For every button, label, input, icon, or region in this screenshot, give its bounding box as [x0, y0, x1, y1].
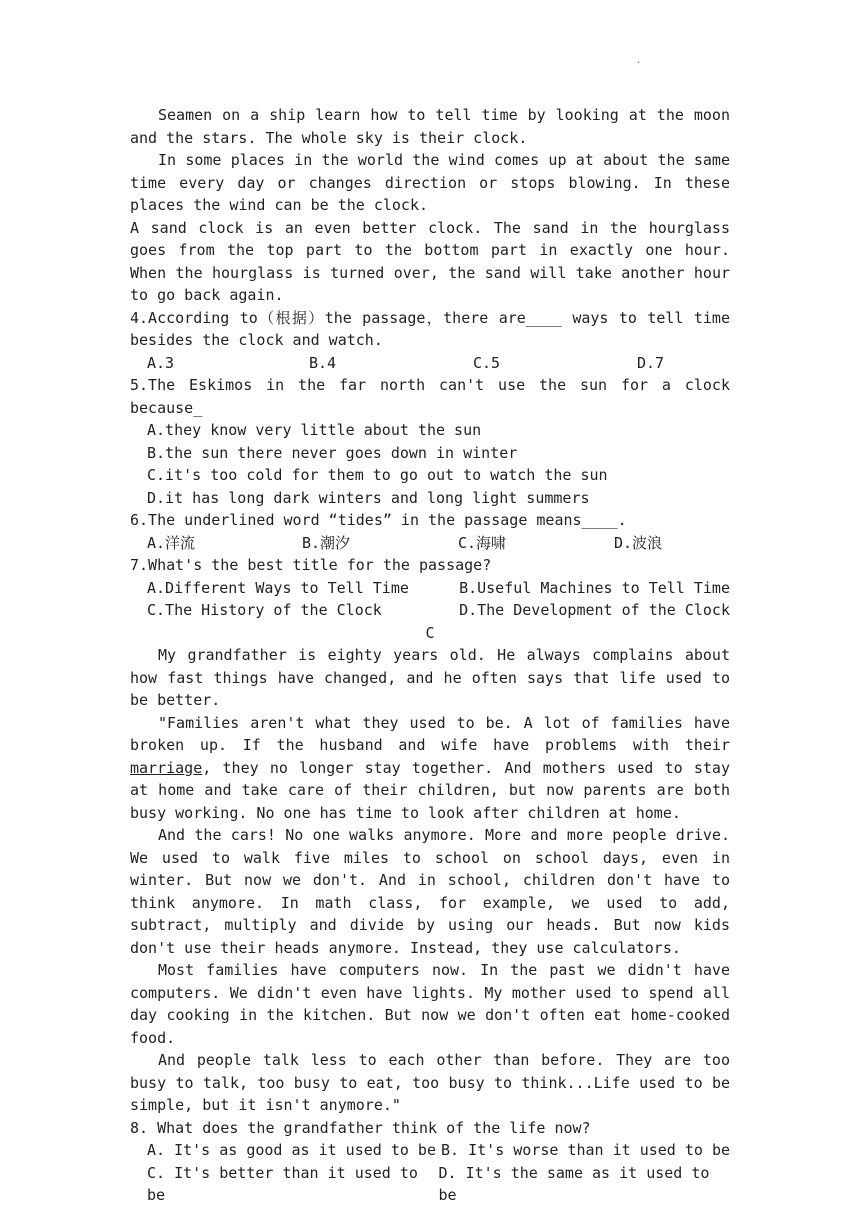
passage-paragraph: My grandfather is eighty years old. He always complains about how fast things have changed, and he often says that life used to be better. [130, 646, 730, 709]
question-7-options-row-1 [130, 577, 730, 600]
question-4-stem: 4.According to（根据）the passage，there are____ ways to tell time besides the clock and watch. [130, 308, 730, 349]
question-7-options-row-2 [130, 599, 730, 622]
question-8-stem: 8. What does the grandfather think of the life now? [130, 1118, 591, 1137]
option-a: A. It's as good as it used to be [147, 1141, 436, 1159]
question-6-stem: 6.The underlined word “tides” in the passage means____. [130, 511, 627, 529]
option-a: A.3 [147, 353, 175, 372]
option-d: D. It's the same as it used to be [438, 1163, 710, 1204]
question-4-options [130, 352, 730, 375]
section-heading: C [425, 623, 435, 642]
option-d: D.The Development of the Clock [459, 601, 730, 619]
passage-paragraph: A sand clock is an even better clock. The sand in the hourglass goes from the top part to the bottom part in exactly one hour. When the hourglass is turned over, the sand will take another hour to go back again. [130, 218, 730, 304]
option-a: A.Different Ways to Tell Time [147, 578, 409, 597]
option-a: A.洋流 [147, 533, 196, 552]
underlined-word: marriage [130, 758, 203, 777]
option-a: A.they know very little about the sun [147, 421, 482, 439]
paragraph-text: "Families aren't what they used to be. A lot of families have broken up. If the husband and wife have problems with their [130, 713, 730, 754]
passage-paragraph: And the cars! No one walks anymore. More and more people drive. We used to walk five miles to school on school days, even in winter. But now we don't. And in school, children don't have to think anymore. In math class, for example, we used to add, subtract, multiply and divide by using our heads. But now kids don't use their heads anymore. Instead, they use calculators. [130, 826, 730, 957]
question-6-options [130, 532, 730, 555]
option-d: D.7 [637, 353, 665, 372]
option-b: B. It's worse than it used to be [441, 1141, 730, 1159]
passage-paragraph [130, 712, 730, 825]
paragraph-text: , they no longer stay together. And mothers used to stay at home and take care of their children, but now parents are both busy working. No one has time to look after children at home. [130, 758, 730, 822]
option-c: C.The History of the Clock [147, 601, 382, 619]
option-c: C. It's better than it used to be [147, 1163, 418, 1204]
option-b: B.the sun there never goes down in winter [147, 443, 518, 462]
passage-paragraph: Seamen on a ship learn how to tell time by looking at the moon and the stars. The whole sky is their clock. [130, 106, 730, 147]
passage-paragraph: And people talk less to each other than before. They are too busy to talk, too busy to eat, too busy to think...Life used to be simple, but it isn't anymore." [130, 1051, 730, 1114]
option-c: C.it's too cold for them to go out to watch the sun [147, 466, 608, 484]
passage-paragraph: Most families have computers now. In the past we didn't have computers. We didn't even have lights. My mother used to spend all day cooking in the kitchen. But now we don't often eat home-cooked food. [130, 961, 730, 1047]
option-b: B.潮汐 [302, 533, 351, 552]
question-5-stem: 5.The Eskimos in the far north can't use the sun for a clock because_ [130, 376, 730, 417]
option-c: C.5 [473, 353, 501, 372]
option-d: D.it has long dark winters and long light summers [147, 488, 590, 507]
page-mark: . [636, 56, 642, 66]
question-8-options-row-1 [130, 1139, 730, 1162]
option-c: C.海啸 [458, 533, 507, 552]
document-content [130, 104, 730, 1207]
option-d: D.波浪 [614, 533, 663, 552]
question-8-options-row-2 [130, 1162, 730, 1207]
question-7-stem: 7.What's the best title for the passage? [130, 556, 492, 574]
passage-paragraph: In some places in the world the wind comes up at about the same time every day or changes direction or stops blowing. In these places the wind can be the clock. [130, 151, 730, 214]
option-b: B.4 [309, 353, 337, 372]
option-b: B.Useful Machines to Tell Time [459, 578, 730, 597]
